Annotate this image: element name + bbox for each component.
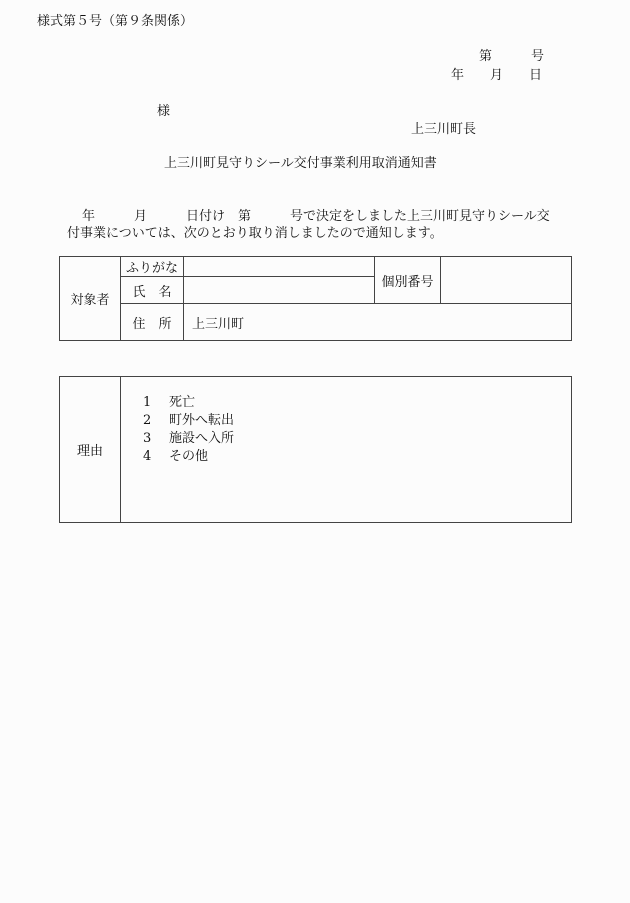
id-number-field[interactable]	[441, 257, 572, 304]
reason-item[interactable]	[143, 394, 571, 412]
body-text-line2: 付事業については、次のとおり取り消しましたので通知します。	[67, 226, 443, 241]
reason-header: 理由	[60, 377, 121, 523]
reason-item[interactable]	[143, 448, 571, 466]
reason-label: 施設へ入所	[169, 431, 235, 446]
subject-table	[59, 256, 572, 341]
issuer: 上三川町長	[411, 122, 477, 137]
name-field[interactable]	[184, 277, 375, 304]
reason-table	[59, 376, 572, 523]
document-title: 上三川町見守りシール交付事業利用取消通知書	[164, 156, 437, 171]
subject-header: 対象者	[60, 257, 121, 341]
reason-number: 4	[143, 449, 152, 464]
reason-label: 死亡	[169, 395, 196, 410]
document-date: 年 月 日	[451, 68, 543, 83]
reason-label: 町外へ転出	[169, 413, 235, 428]
reason-item[interactable]	[143, 412, 571, 430]
reason-number: 1	[143, 395, 152, 410]
address-label: 住 所	[121, 304, 184, 341]
body-text-line1: 年 月 日付け 第 号で決定をしました上三川町見守りシール交	[82, 209, 550, 224]
recipient-honorific: 様	[157, 104, 171, 119]
furigana-field[interactable]	[184, 257, 375, 277]
document-number: 第 号	[479, 49, 545, 64]
reason-number: 3	[143, 431, 152, 446]
reason-label: その他	[169, 449, 209, 464]
furigana-label: ふりがな	[121, 257, 184, 277]
name-label: 氏 名	[121, 277, 184, 304]
reason-item[interactable]	[143, 430, 571, 448]
id-number-label: 個別番号	[375, 257, 441, 304]
reason-number: 2	[143, 413, 152, 428]
reason-list	[121, 377, 572, 523]
address-field[interactable]: 上三川町	[184, 304, 572, 341]
form-label: 様式第５号（第９条関係）	[37, 14, 194, 29]
